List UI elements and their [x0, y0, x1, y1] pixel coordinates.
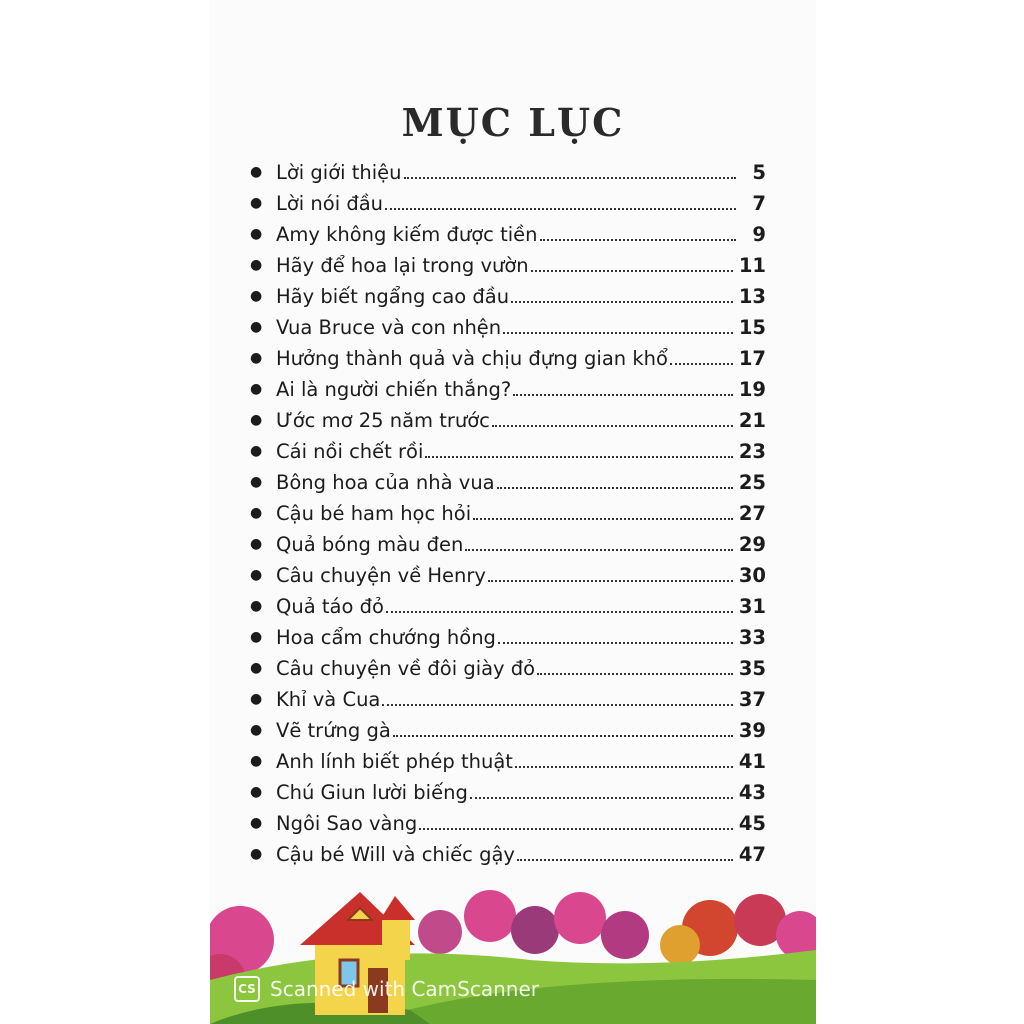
tree-pink [418, 910, 462, 954]
landscape-illustration [210, 880, 816, 1024]
bullet-icon: ● [250, 288, 263, 304]
camscanner-watermark [234, 976, 539, 1002]
toc-entry-title: Câu chuyện về đôi giày đỏ [276, 657, 536, 680]
bullet-icon: ● [250, 629, 263, 645]
tree-purple [511, 906, 559, 954]
toc-entry-title: Ai là người chiến thắng? [276, 378, 512, 401]
dot-leader [386, 592, 733, 613]
toc-entry-page: 27 [738, 502, 766, 525]
toc-entry [250, 370, 766, 401]
toc-entry [250, 711, 766, 742]
bullet-icon: ● [250, 567, 263, 583]
toc-entry-page: 13 [738, 285, 766, 308]
tree-yellow [660, 925, 700, 965]
toc-entry [250, 215, 766, 246]
dot-leader [498, 623, 733, 644]
bullet-icon: ● [250, 474, 263, 490]
toc-entry [250, 277, 766, 308]
bullet-icon: ● [250, 536, 263, 552]
dot-leader [531, 251, 733, 272]
toc-entry [250, 804, 766, 835]
dot-leader [517, 840, 733, 861]
toc-entry-page: 33 [738, 626, 766, 649]
bullet-icon: ● [250, 784, 263, 800]
bullet-icon: ● [250, 195, 263, 211]
page-title: MỤC LỤC [401, 100, 625, 145]
bullet-icon: ● [250, 691, 263, 707]
toc-entry [250, 556, 766, 587]
toc-entry-page: 5 [752, 161, 766, 184]
toc-entry [250, 463, 766, 494]
dot-leader [465, 530, 733, 551]
toc-entry [250, 618, 766, 649]
toc-entry-title: Hoa cẩm chướng hồng [276, 626, 496, 649]
dot-leader [473, 499, 733, 520]
toc-entry-title: Cậu bé ham học hỏi [276, 502, 472, 525]
book-page [210, 0, 816, 1024]
toc-entry-page: 39 [738, 719, 766, 742]
toc-entry-title: Hãy để hoa lại trong vườn [276, 254, 529, 277]
dot-leader [537, 654, 733, 675]
toc-entry-page: 23 [738, 440, 766, 463]
toc-entry-title: Câu chuyện về Henry [276, 564, 486, 587]
toc-entry-title: Cậu bé Will và chiếc gậy [276, 843, 515, 866]
camscanner-logo-icon: CS [234, 976, 260, 1002]
toc-entry [250, 525, 766, 556]
toc-entry [250, 246, 766, 277]
bullet-icon: ● [250, 443, 263, 459]
toc-entry-page: 31 [738, 595, 766, 618]
bullet-icon: ● [250, 815, 263, 831]
dot-leader [425, 437, 732, 458]
watermark-text: Scanned with CamScanner [270, 977, 539, 1001]
toc-entry-page: 25 [738, 471, 766, 494]
dot-leader [515, 747, 733, 768]
toc-entry [250, 773, 766, 804]
bullet-icon: ● [250, 350, 263, 366]
toc-entry-title: Ngôi Sao vàng [276, 812, 418, 835]
dot-leader [385, 189, 736, 210]
toc-entry-page: 21 [738, 409, 766, 432]
toc-entry-title: Vẽ trứng gà [276, 719, 391, 742]
dot-leader [393, 716, 733, 737]
toc-entry-page: 9 [752, 223, 766, 246]
toc-entry-page: 45 [738, 812, 766, 835]
toc-entry-page: 43 [738, 781, 766, 804]
bullet-icon: ● [250, 257, 263, 273]
bullet-icon: ● [250, 505, 263, 521]
bullet-icon: ● [250, 381, 263, 397]
toc-entry [250, 742, 766, 773]
toc-entry-page: 19 [738, 378, 766, 401]
toc-entry-page: 15 [738, 316, 766, 339]
toc-entry [250, 339, 766, 370]
bullet-icon: ● [250, 319, 263, 335]
toc-entry-title: Cái nồi chết rồi [276, 440, 424, 463]
toc-entry-page: 35 [738, 657, 766, 680]
bullet-icon: ● [250, 412, 263, 428]
bullet-icon: ● [250, 226, 263, 242]
toc-entry-title: Lời giới thiệu [276, 161, 402, 184]
toc-entry-title: Amy không kiếm được tiền [276, 223, 538, 246]
dot-leader [419, 809, 733, 830]
dot-leader [382, 685, 732, 706]
toc-entry-title: Vua Bruce và con nhện [276, 316, 502, 339]
bullet-icon: ● [250, 846, 263, 862]
toc-entry-title: Chú Giun lười biếng [276, 781, 468, 804]
dot-leader [670, 344, 733, 365]
toc-entry [250, 153, 766, 184]
bullet-icon: ● [250, 722, 263, 738]
dot-leader [511, 282, 733, 303]
toc-entry [250, 680, 766, 711]
toc-entry [250, 401, 766, 432]
dot-leader [497, 468, 733, 489]
toc-entry-page: 7 [752, 192, 766, 215]
toc-entry-title: Quả táo đỏ [276, 595, 384, 618]
toc-entry-page: 47 [738, 843, 766, 866]
toc-entry [250, 184, 766, 215]
dot-leader [488, 561, 733, 582]
dot-leader [404, 158, 736, 179]
toc-entry-title: Bông hoa của nhà vua [276, 471, 495, 494]
toc-entry-title: Quả bóng màu đen [276, 533, 464, 556]
toc-entry-page: 17 [738, 347, 766, 370]
toc-entry-title: Hưởng thành quả và chịu đựng gian khổ [276, 347, 668, 370]
table-of-contents [250, 153, 766, 866]
toc-entry-title: Hãy biết ngẩng cao đầu [276, 285, 510, 308]
bullet-icon: ● [250, 753, 263, 769]
toc-entry [250, 649, 766, 680]
toc-entry-page: 30 [738, 564, 766, 587]
dot-leader [470, 778, 733, 799]
toc-entry-title: Lời nói đầu [276, 192, 384, 215]
toc-entry-title: Anh lính biết phép thuật [276, 750, 513, 773]
toc-entry [250, 308, 766, 339]
dot-leader [540, 220, 737, 241]
toc-entry-title: Ước mơ 25 năm trước [276, 409, 490, 432]
toc-entry-title: Khỉ và Cua [276, 688, 381, 711]
tree-pink [464, 890, 516, 942]
tree-purple [601, 911, 649, 959]
dot-leader [513, 375, 733, 396]
bullet-icon: ● [250, 598, 263, 614]
dot-leader [492, 406, 733, 427]
dot-leader [503, 313, 733, 334]
toc-entry-page: 11 [738, 254, 766, 277]
bullet-icon: ● [250, 164, 263, 180]
toc-entry-page: 37 [738, 688, 766, 711]
toc-entry [250, 835, 766, 866]
tree-pink [554, 892, 606, 944]
bullet-icon: ● [250, 660, 263, 676]
toc-entry [250, 432, 766, 463]
toc-entry-page: 29 [738, 533, 766, 556]
toc-entry-page: 41 [738, 750, 766, 773]
toc-entry [250, 587, 766, 618]
toc-entry [250, 494, 766, 525]
